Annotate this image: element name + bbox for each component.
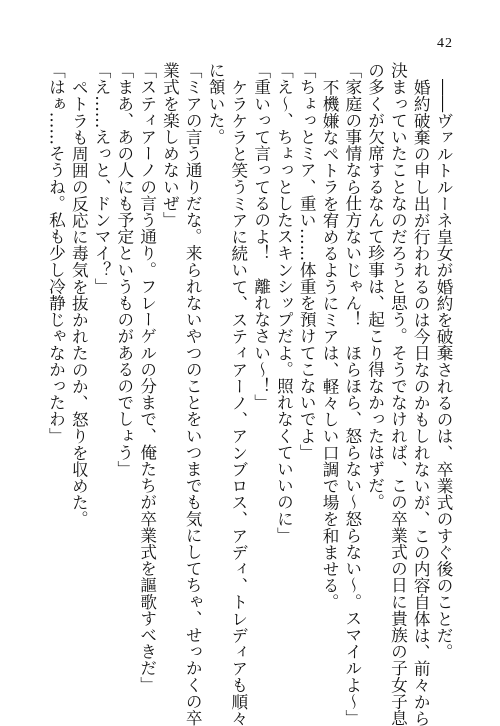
text-line: 不機嫌なペトラを宥めるようにミアは、軽々しい口調で場を和ませる。 [320,78,340,610]
text-line: に頷いた。 [206,62,226,145]
text-line: の多くが欠席するなんて珍事は、起こり得なかったはずだ。 [365,62,385,511]
dialogue-line: 「重いって言ってるのよ！ 離れなさい～！」 [251,62,271,411]
dialogue-line: 「え……えっと、ドンマイ？」 [92,62,112,295]
dialogue-line: 「まあ、あの人にも予定というものがあるのでしょう」 [114,62,134,477]
dialogue-line: 「家庭の事情なら仕方ないじゃん！ ほらほら、怒らない～怒らない～。スマイルよ～」 [342,62,362,726]
page-number: 42 [437,36,453,51]
dialogue-line: 「はぁ……そうね。私も少し冷静じゃなかったわ」 [46,62,66,444]
dialogue-line: 「ミアの言う通りだな。来られないやつのことをいつまでも気にしてちゃ、せっかくの卒 [183,62,203,726]
dialogue-line: 「え～、ちょっとしたスキンシップだよ。照れなくていいのに」 [274,62,294,544]
text-line: 決まっていたことなのだろうと思う。そうでなければ、この卒業式の日に貴族の子女子息 [388,62,408,726]
text-line: ――ヴァルトルーネ皇女が婚約を破棄されるのは、卒業式のすぐ後のことだ。 [434,78,453,660]
text-line: ペトラも周囲の反応に毒気を抜かれたのか、怒りを収めた。 [69,78,89,527]
novel-text-body [34,62,454,726]
dialogue-line: 「ちょっとミア、重い……体重を預けてこないでよ」 [297,62,317,461]
text-line: 業式を楽しめないぜ」 [160,62,180,228]
text-line: 婚約破棄の申し出が行われるのは今日なのかもしれないが、この内容自体は、前々から [411,78,431,726]
dialogue-line: 「スティアーノの言う通り。フレーゲルの分まで、俺たちが卒業式を謳歌すべきだ」 [137,62,157,693]
text-line: ケラケラと笑うミアに続いて、スティアーノ、アンブロス、アディ、トレディアも順々 [228,78,248,726]
